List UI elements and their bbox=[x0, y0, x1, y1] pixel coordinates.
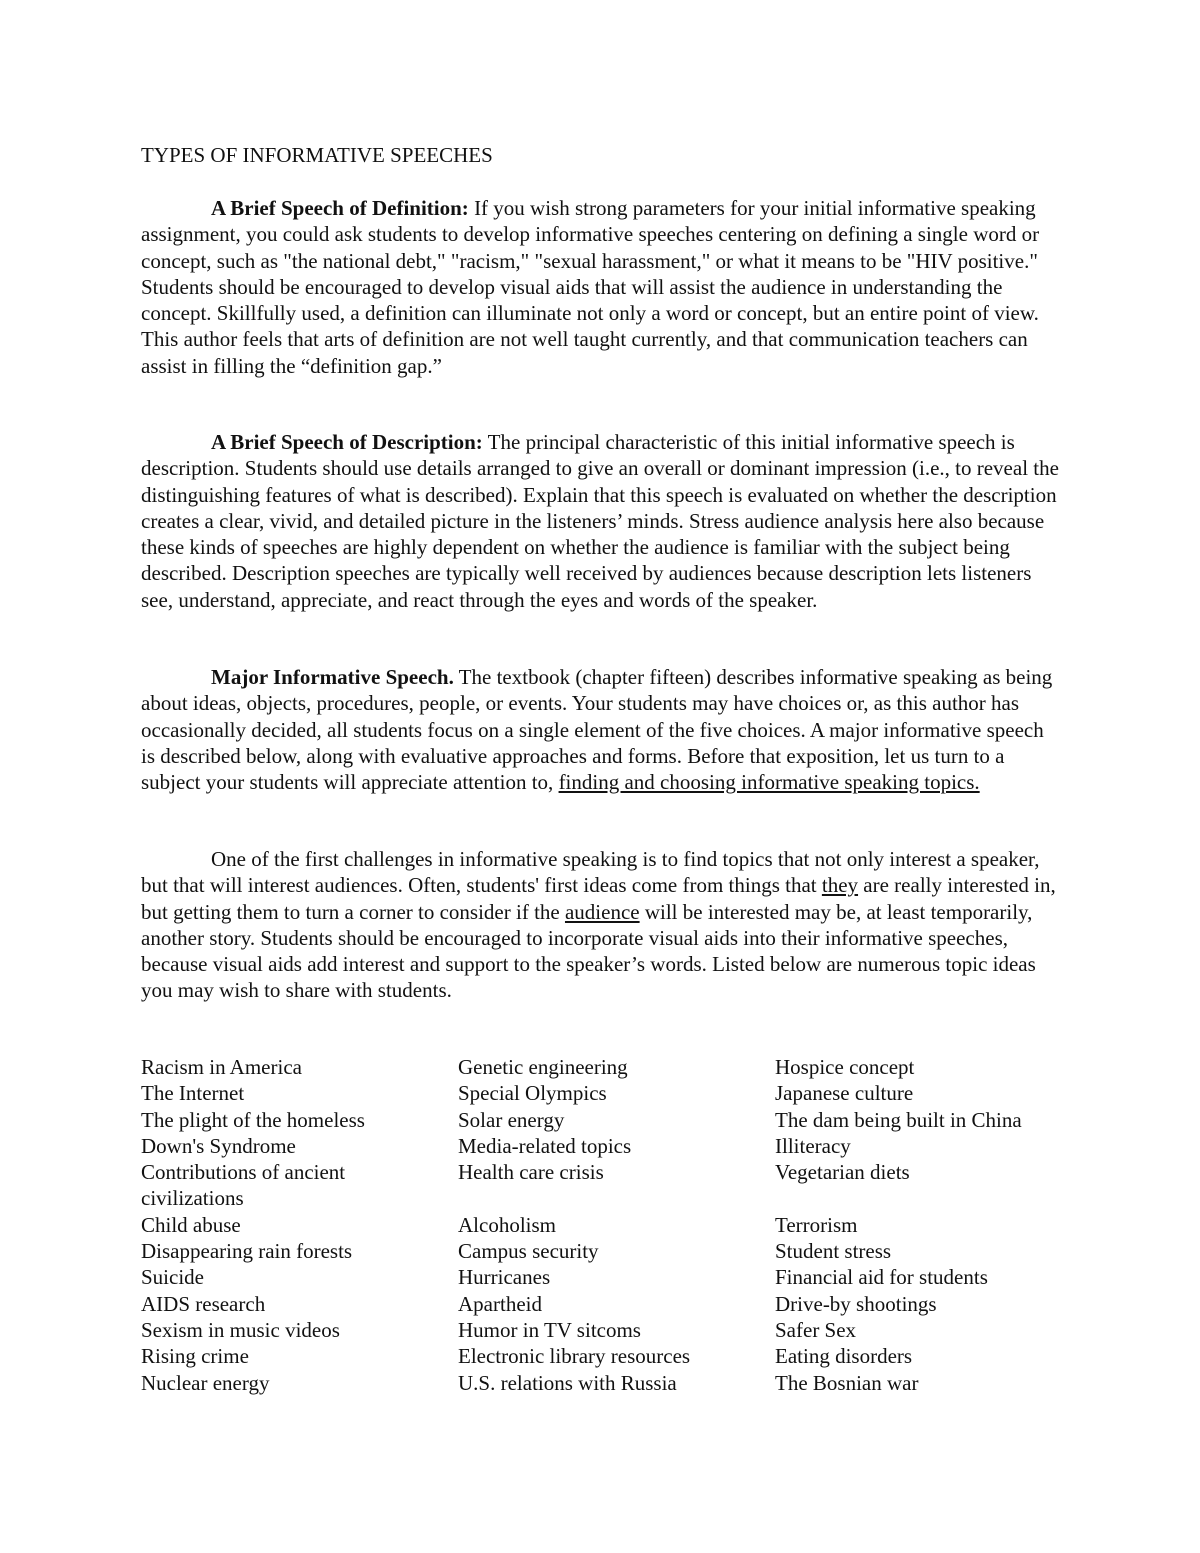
topic-item: Japanese culture bbox=[775, 1081, 914, 1106]
paragraph-definition bbox=[141, 195, 1061, 379]
challenges-part1: One of the first challenges in informative speaking is to find topics that not only interest a speaker, but that will interest audiences. Often, students' first ideas come from things that bbox=[141, 847, 1040, 898]
topic-item: Eating disorders bbox=[775, 1344, 913, 1369]
description-body: The principal characteristic of this initial informative speech is description. Students should use details arranged to give an overall or dominant impression (i.e., to reveal the distinguishing features of what is described). Explain that this speech is evaluated on whether the description creates a clear, vivid, and detailed picture in the listeners’ minds. Stress audience analysis here also because these kinds of speeches are highly dependent on whether the audience is familiar with the subject being described. Description speeches are typically well received by audiences because description lets listeners see, understand, appreciate, and react through the eyes and words of the speaker. bbox=[141, 430, 1059, 612]
topic-item: Humor in TV sitcoms bbox=[458, 1317, 641, 1342]
topic-item: Health care crisis bbox=[458, 1160, 604, 1185]
topic-item: Financial aid for students bbox=[775, 1265, 988, 1290]
topic-item: Child abuse bbox=[141, 1212, 241, 1237]
topic-item: Alcoholism bbox=[458, 1212, 556, 1237]
topic-item: Contributions of ancient civilizations bbox=[141, 1160, 346, 1211]
topic-group-1a bbox=[141, 1054, 421, 1212]
challenges-part2: are really interested in, but getting them to turn a corner to consider if the bbox=[141, 873, 1056, 924]
topics-link-text: finding and choosing informative speaking topics. bbox=[558, 770, 980, 795]
topic-item: Campus security bbox=[458, 1239, 599, 1264]
topic-group-3a bbox=[775, 1054, 1075, 1185]
topic-item: The dam being built in China bbox=[775, 1107, 1022, 1132]
topic-group-2b bbox=[458, 1212, 758, 1396]
topic-group-1b bbox=[141, 1212, 421, 1396]
topic-group-2a bbox=[458, 1054, 758, 1185]
topic-item: Electronic library resources bbox=[458, 1344, 691, 1369]
topic-column-1 bbox=[141, 1054, 421, 1396]
topic-list bbox=[141, 1054, 1061, 1399]
topic-item: Illiteracy bbox=[775, 1133, 851, 1158]
paragraph-description bbox=[141, 429, 1061, 613]
topic-item: Student stress bbox=[775, 1239, 892, 1264]
topic-item: AIDS research bbox=[141, 1291, 266, 1316]
topic-item: Disappearing rain forests bbox=[141, 1239, 353, 1264]
description-heading: A Brief Speech of Description: bbox=[211, 430, 483, 454]
topic-item: The Internet bbox=[141, 1081, 245, 1106]
topic-item: Hurricanes bbox=[458, 1265, 551, 1290]
topic-item: Vegetarian diets bbox=[775, 1160, 910, 1185]
topic-item: Special Olympics bbox=[458, 1081, 607, 1106]
topic-item: Sexism in music videos bbox=[141, 1317, 340, 1342]
challenges-emphasis-they: they bbox=[821, 873, 859, 898]
topic-item: Down's Syndrome bbox=[141, 1133, 296, 1158]
topic-item: Suicide bbox=[141, 1265, 204, 1290]
major-body: The textbook (chapter fifteen) describes informative speaking as being about ideas, objects, procedures, people, or events. Your students may have choices or, as this author has occasionally decided, all students focus on a single element of the five choices. A major informative speech is described below, along with evaluative approaches and forms. Before that exposition, let us turn to a subject your students will appreciate attention to, bbox=[141, 665, 1053, 795]
major-heading: Major Informative Speech. bbox=[211, 665, 454, 689]
topic-group-3b bbox=[775, 1212, 1075, 1396]
topic-item: Genetic engineering bbox=[458, 1055, 628, 1079]
topic-item: Solar energy bbox=[458, 1107, 565, 1132]
topic-item: The Bosnian war bbox=[775, 1370, 919, 1395]
topic-item: Nuclear energy bbox=[141, 1370, 270, 1395]
topic-item: Racism in America bbox=[141, 1055, 302, 1079]
challenges-part3: will be interested may be, at least temporarily, another story. Students should be encouraged to incorporate visual aids into their informative speeches, because visual aids add interest and support to the speaker’s words. Listed below are numerous topic ideas you may wish to share with students. bbox=[141, 899, 1036, 1003]
topic-item: Drive-by shootings bbox=[775, 1291, 937, 1316]
paragraph-major bbox=[141, 664, 1061, 795]
topic-item: Safer Sex bbox=[775, 1317, 857, 1342]
topic-item: Media-related topics bbox=[458, 1133, 632, 1158]
definition-heading: A Brief Speech of Definition: bbox=[211, 196, 469, 220]
topic-item: Rising crime bbox=[141, 1344, 249, 1369]
paragraph-challenges bbox=[141, 846, 1061, 1004]
topic-item: Hospice concept bbox=[775, 1055, 915, 1079]
topic-column-2 bbox=[458, 1054, 758, 1396]
definition-body: If you wish strong parameters for your initial informative speaking assignment, you could ask students to develop informative speeches centering on defining a single word or concept, such as "the national debt," "racism," "sexual harassment," or what it means to be "HIV positive." Students should be encouraged to develop visual aids that will assist the audience in understanding the concept. Skillfully used, a definition can illuminate not only a word or concept, but an entire point of view. This author feels that arts of definition are not well taught currently, and that communication teachers can assist in filling the “definition gap.” bbox=[141, 196, 1040, 378]
topic-item: U.S. relations with Russia bbox=[458, 1370, 677, 1395]
topic-column-3 bbox=[775, 1054, 1075, 1396]
topic-item: The plight of the homeless bbox=[141, 1107, 365, 1132]
topic-item: Terrorism bbox=[775, 1212, 858, 1237]
page-title: TYPES OF INFORMATIVE SPEECHES bbox=[141, 143, 493, 167]
challenges-emphasis-audience: audience bbox=[564, 899, 640, 924]
topic-item: Apartheid bbox=[458, 1291, 542, 1316]
